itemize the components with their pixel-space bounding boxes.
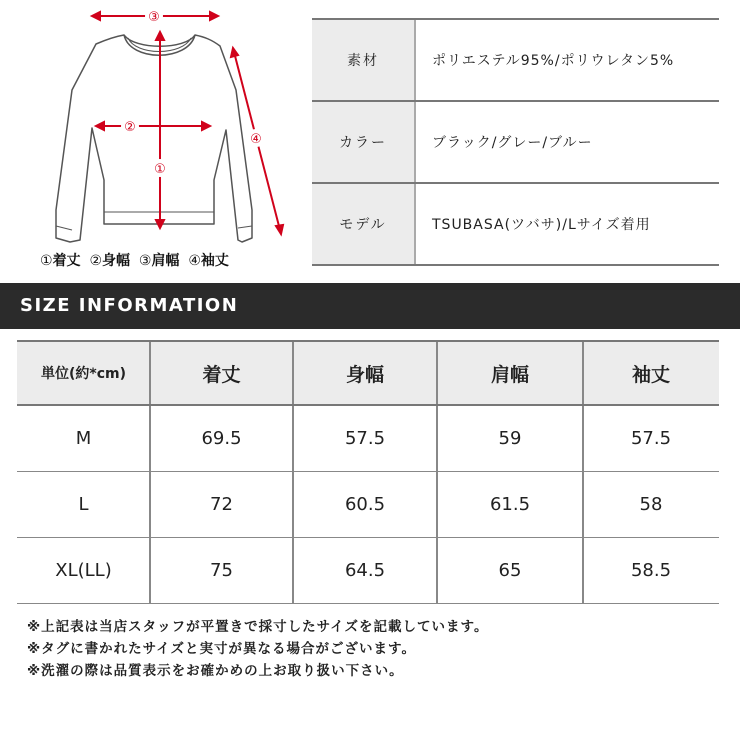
value-cell: 58.5 <box>630 560 672 581</box>
value-cell: 57.5 <box>630 428 672 449</box>
marker-body-width: ② <box>124 120 136 135</box>
note-line: ※タグに書かれたサイズと実寸が異なる場合がございます。 <box>27 641 416 657</box>
garment-diagram <box>0 0 300 280</box>
marker-sleeve-length: ④ <box>250 132 262 147</box>
legend-item-length: ①着丈 <box>40 253 81 269</box>
value-cell: 60.5 <box>344 494 386 515</box>
size-table-header <box>17 340 719 406</box>
column-header-width: 身幅 <box>345 363 384 386</box>
marker-body-length: ① <box>154 162 166 177</box>
spec-label: カラー <box>312 102 414 182</box>
product-spec-table <box>312 18 719 268</box>
marker-shoulder-width: ③ <box>148 10 160 25</box>
value-cell: 65 <box>498 560 522 581</box>
value-cell: 64.5 <box>344 560 386 581</box>
measurement-legend <box>40 250 290 272</box>
value-cell: 72 <box>210 494 233 515</box>
note-line: ※洗濯の際は品質表示をお確かめの上お取り扱い下さい。 <box>27 663 404 679</box>
column-header-shoulder: 肩幅 <box>490 363 529 386</box>
spec-value: TSUBASA(ツバサ)/Lサイズ着用 <box>432 217 651 233</box>
value-cell: 61.5 <box>489 494 531 515</box>
spec-value: ブラック/グレー/ブルー <box>432 135 593 151</box>
note-line: ※上記表は当店スタッフが平置きで採寸したサイズを記載しています。 <box>27 619 489 635</box>
spec-row-material <box>312 18 719 100</box>
spec-value: ポリエステル95%/ポリウレタン5% <box>432 53 675 69</box>
size-cell: XL(LL) <box>55 560 112 581</box>
value-cell: 59 <box>498 428 522 449</box>
value-cell: 57.5 <box>344 428 386 449</box>
legend-item-sleeve: ④袖丈 <box>188 253 229 269</box>
value-cell: 75 <box>210 560 233 581</box>
legend-item-shoulder: ③肩幅 <box>138 253 180 269</box>
section-title: SIZE INFORMATION <box>20 295 239 316</box>
table-row <box>17 472 719 538</box>
value-cell: 58 <box>639 494 663 515</box>
spec-row-color <box>312 100 719 182</box>
notes <box>27 616 727 682</box>
spec-label: モデル <box>312 184 414 264</box>
spec-label: 素材 <box>312 20 414 100</box>
section-header <box>0 283 740 329</box>
size-table <box>17 340 719 604</box>
value-cell: 69.5 <box>201 428 242 449</box>
size-cell: M <box>75 428 92 449</box>
table-row <box>17 406 719 472</box>
sweatshirt-outline <box>56 35 252 242</box>
column-header-sleeve: 袖丈 <box>631 363 670 386</box>
column-header-unit: 単位(約*cm) <box>40 366 126 382</box>
legend-item-width: ②身幅 <box>89 253 130 269</box>
size-cell: L <box>78 494 89 515</box>
column-header-length: 着丈 <box>202 363 241 386</box>
table-row <box>17 538 719 604</box>
spec-row-model <box>312 182 719 264</box>
